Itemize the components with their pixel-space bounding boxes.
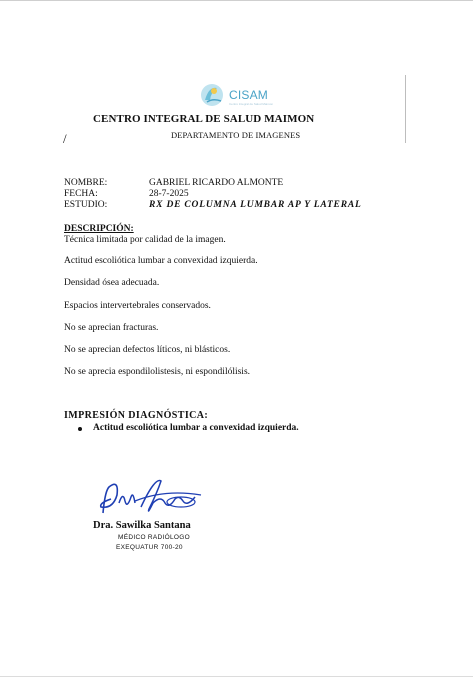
document-title: CENTRO INTEGRAL DE SALUD MAIMON [93,113,315,125]
logo-tagline: Centro Integral de Salud Maimon [229,102,274,106]
study-label: ESTUDIO: [64,200,108,210]
logo-emblem-icon [197,80,227,108]
name-label: NOMBRE: [64,178,108,188]
page-top-border [0,0,473,1]
impression-heading: IMPRESIÓN DIAGNÓSTICA: [64,410,209,421]
signer-name: Dra. Sawilka Santana [93,520,191,531]
description-line: Densidad ósea adecuada. [64,278,160,288]
margin-line [405,75,406,143]
description-heading: DESCRIPCIÓN: [64,224,134,234]
page-bottom-border [0,676,473,677]
signer-role: MÉDICO RADIÓLOGO [118,534,190,541]
logo-text: CISAM [229,88,269,102]
description-line: Técnica limitada por calidad de la imagen. [64,235,226,245]
impression-item: Actitud escoliótica lumbar a convexidad izquierda. [93,423,299,433]
description-line: No se aprecian fracturas. [64,323,159,333]
description-line: Espacios intervertebrales conservados. [64,301,211,311]
name-value: GABRIEL RICARDO ALMONTE [149,178,284,188]
description-line: Actitud escoliótica lumbar a convexidad izquierda. [64,256,258,266]
description-line: No se aprecian defectos líticos, ni blásticos. [64,345,231,355]
bullet-icon [78,427,82,431]
date-value: 28-7-2025 [149,189,189,199]
department-name: DEPARTAMENTO DE IMAGENES [171,130,301,140]
date-label: FECHA: [64,189,98,199]
handwritten-signature [95,473,205,521]
description-line: No se aprecia espondilolistesis, ni espondilólisis. [64,367,251,377]
cisam-logo [197,80,277,108]
stray-mark: / [63,131,67,146]
signer-exequatur: EXEQUATUR 700-20 [116,544,183,551]
study-value: RX DE COLUMNA LUMBAR AP Y LATERAL [149,200,362,210]
